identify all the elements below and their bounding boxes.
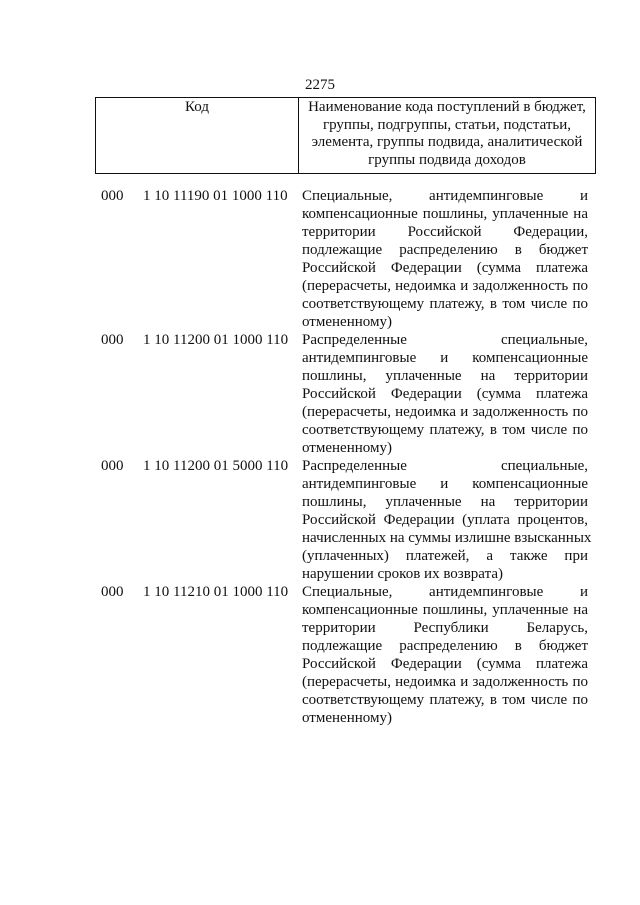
revenue-code-list <box>0 187 640 727</box>
description-line: компенсационные пошлины, уплаченные на <box>302 602 588 618</box>
header-code-cell: Код <box>96 98 299 173</box>
description-line: пошлины, уплаченные на территории <box>302 494 588 510</box>
description-line: (перерасчеты, недоимка и задолженность по <box>302 278 588 294</box>
description-line: нарушении сроков их возврата) <box>302 566 503 582</box>
description-line: Российской Федерации (уплата процентов, <box>302 512 588 528</box>
description-line: отмененному) <box>302 314 392 330</box>
description-line: Российской Федерации (сумма платежа <box>302 386 588 402</box>
table-row <box>0 457 640 583</box>
description-line: соответствующему платежу, в том числе по <box>302 692 588 708</box>
table-header <box>95 97 596 174</box>
description-line: Российской Федерации (сумма платежа <box>302 260 588 276</box>
description-line: Специальные, антидемпинговые и <box>302 188 588 204</box>
description-line: компенсационные пошлины, уплаченные на <box>302 206 588 222</box>
description-line: (перерасчеты, недоимка и задолженность по <box>302 674 588 690</box>
description-line: соответствующему платежу, в том числе по <box>302 296 588 312</box>
description-line: Специальные, антидемпинговые и <box>302 584 588 600</box>
revenue-description <box>302 583 588 727</box>
header-name-line: элемента, группы подвида, аналитической <box>311 134 583 150</box>
description-line: отмененному) <box>302 440 392 456</box>
description-line: антидемпинговые и компенсационные <box>302 350 588 366</box>
header-name-line: группы, подгруппы, статьи, подстатьи, <box>322 116 572 133</box>
admin-code: 000 <box>101 188 124 204</box>
page-number: 2275 <box>305 77 335 93</box>
revenue-code: 1 10 11190 01 1000 110 <box>143 188 288 204</box>
description-line: соответствующему платежу, в том числе по <box>302 422 588 438</box>
revenue-description <box>302 331 588 457</box>
description-line: начисленных на суммы излишне взысканных <box>302 530 592 546</box>
description-line: подлежащие распределению в бюджет <box>302 242 588 258</box>
header-name-cell <box>299 98 595 173</box>
header-name-line: Наименование кода поступлений в бюджет, <box>308 99 586 115</box>
description-line: (перерасчеты, недоимка и задолженность по <box>302 404 588 420</box>
admin-code: 000 <box>101 332 124 348</box>
revenue-code: 1 10 11200 01 1000 110 <box>143 332 289 348</box>
admin-code: 000 <box>101 584 124 600</box>
description-line: Российской Федерации (сумма платежа <box>302 656 588 672</box>
table-row <box>0 331 640 457</box>
description-line: антидемпинговые и компенсационные <box>302 476 588 492</box>
description-line: подлежащие распределению в бюджет <box>302 638 588 654</box>
description-line: Распределенные специальные, <box>302 458 588 474</box>
description-line: территории Российской Федерации, <box>302 224 588 240</box>
header-name-line: группы подвида доходов <box>368 151 526 168</box>
revenue-code: 1 10 11200 01 5000 110 <box>143 458 289 474</box>
description-line: территории Республики Беларусь, <box>302 620 588 636</box>
description-line: Распределенные специальные, <box>302 332 588 348</box>
description-line: (уплаченных) платежей, а также при <box>302 548 588 564</box>
revenue-code: 1 10 11210 01 1000 110 <box>143 584 289 600</box>
revenue-description <box>302 457 592 583</box>
table-row <box>0 187 640 331</box>
table-row <box>0 583 640 727</box>
revenue-description <box>302 187 588 331</box>
admin-code: 000 <box>101 458 124 474</box>
description-line: отмененному) <box>302 710 392 726</box>
description-line: пошлины, уплаченные на территории <box>302 368 588 384</box>
